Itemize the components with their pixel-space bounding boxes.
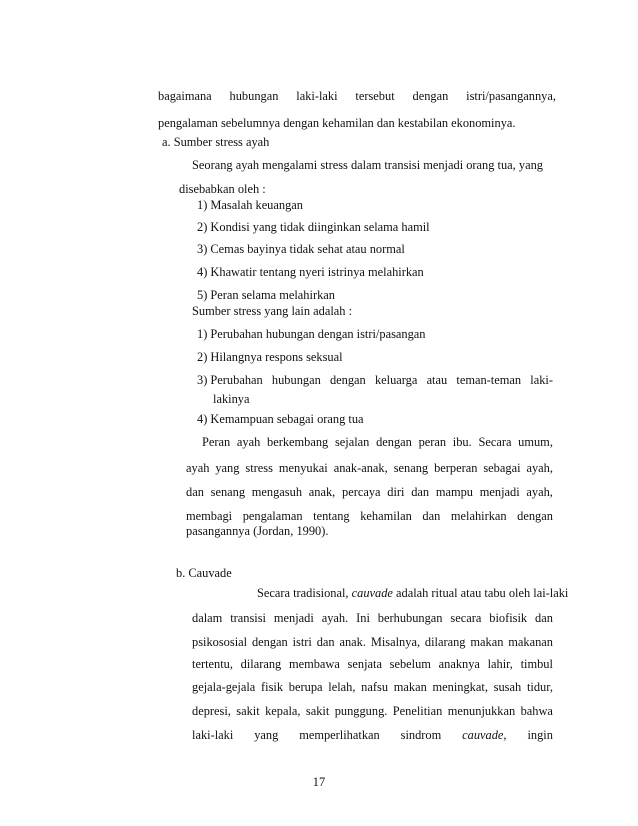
word: tentang bbox=[313, 509, 350, 523]
word: hubungan bbox=[271, 373, 321, 387]
word: Secara bbox=[478, 435, 512, 449]
section-b-text: adalah ritual atau tabu oleh lai-laki bbox=[392, 586, 569, 600]
word: dan bbox=[186, 485, 204, 499]
word: transisi bbox=[230, 611, 266, 625]
word: ayah bbox=[236, 435, 261, 449]
word: istri/pasangannya, bbox=[466, 89, 556, 103]
word: dilarang bbox=[240, 657, 282, 671]
word: anak-anak, bbox=[333, 461, 388, 475]
list1-item: 3) Cemas bayinya tidak sehat atau normal bbox=[197, 242, 405, 256]
word: dan bbox=[535, 611, 553, 625]
word: atau bbox=[426, 373, 448, 387]
word: dengan bbox=[412, 89, 449, 103]
word: makanan bbox=[508, 635, 553, 649]
word: ayah. bbox=[321, 611, 349, 625]
section-b-line bbox=[192, 679, 553, 695]
section-a-para3-line bbox=[186, 460, 553, 476]
word: Ini bbox=[356, 611, 370, 625]
list2-item: 1) Perubahan hubungan dengan istri/pasangan bbox=[197, 327, 426, 341]
section-a-para3-line bbox=[202, 434, 553, 450]
word: dengan bbox=[517, 509, 553, 523]
intro-line-2: pengalaman sebelumnya dengan kehamilan dan kestabilan ekonominya. bbox=[158, 116, 516, 130]
word: menunjukkan bbox=[447, 704, 516, 718]
word: susah bbox=[493, 680, 522, 694]
word: berupa bbox=[288, 680, 323, 694]
list2-item-continuation: lakinya bbox=[213, 392, 250, 406]
word: dan bbox=[316, 635, 335, 649]
word: gejala-gejala bbox=[192, 680, 256, 694]
section-a-para2: Sumber stress yang lain adalah : bbox=[192, 304, 353, 318]
list2-item: 4) Kemampuan sebagai orang tua bbox=[197, 412, 364, 426]
section-a-para3-line: pasangannya (Jordan, 1990). bbox=[186, 524, 329, 538]
word: yang bbox=[254, 728, 279, 742]
section-b-line bbox=[192, 727, 553, 743]
word: lelah, bbox=[328, 680, 356, 694]
word: umum, bbox=[518, 435, 553, 449]
word: peran bbox=[418, 435, 447, 449]
list1-item: 5) Peran selama melahirkan bbox=[197, 288, 335, 302]
word: depresi, bbox=[192, 704, 231, 718]
word: tidur, bbox=[526, 680, 553, 694]
section-a-para1-line1: Seorang ayah mengalami stress dalam transisi menjadi orang tua, yang bbox=[192, 158, 543, 172]
word: Misalnya, bbox=[370, 635, 421, 649]
section-a-para3-line bbox=[186, 508, 553, 524]
word: dan bbox=[411, 485, 430, 499]
word: menjadi bbox=[479, 485, 520, 499]
section-b-heading: b. Cauvade bbox=[176, 566, 232, 580]
word: istri bbox=[292, 635, 312, 649]
word: timbul bbox=[520, 657, 553, 671]
word: psikososial bbox=[192, 635, 248, 649]
cauvade-term: cauvade, bbox=[462, 728, 507, 742]
list1-item: 2) Kondisi yang tidak diinginkan selama hamil bbox=[197, 220, 430, 234]
word: anak, bbox=[308, 485, 336, 499]
word: yang bbox=[215, 461, 240, 475]
word: dengan bbox=[251, 635, 288, 649]
word: senjata bbox=[347, 657, 382, 671]
word: berperan bbox=[434, 461, 478, 475]
word: melahirkan bbox=[450, 509, 507, 523]
section-a-heading: a. Sumber stress ayah bbox=[162, 135, 270, 149]
section-a-para1-line2: disebabkan oleh : bbox=[179, 182, 266, 196]
list1-item: 4) Khawatir tentang nyeri istrinya melahirkan bbox=[197, 265, 424, 279]
word: secara bbox=[450, 611, 482, 625]
word: fisik bbox=[261, 680, 284, 694]
cauvade-term: cauvade bbox=[351, 586, 393, 600]
word: Peran bbox=[202, 435, 231, 449]
word: kehamilan bbox=[360, 509, 412, 523]
word: makan bbox=[393, 680, 427, 694]
word: menjadi bbox=[273, 611, 314, 625]
word: anak. bbox=[339, 635, 366, 649]
word: laki-laki bbox=[192, 728, 234, 742]
word: kepala, bbox=[265, 704, 301, 718]
section-b-line bbox=[192, 656, 553, 672]
word: dan bbox=[422, 509, 441, 523]
section-b-line bbox=[192, 610, 553, 626]
word: memperlihatkan bbox=[299, 728, 380, 742]
word: sindrom bbox=[400, 728, 442, 742]
word: mengasuh bbox=[251, 485, 303, 499]
word: laki- bbox=[530, 373, 553, 387]
list2-item: 2) Hilangnya respons seksual bbox=[197, 350, 343, 364]
word: bagaimana bbox=[158, 89, 212, 103]
intro-line-1 bbox=[158, 88, 556, 104]
word: berhubungan bbox=[377, 611, 443, 625]
word: meningkat, bbox=[432, 680, 488, 694]
word: teman-teman bbox=[456, 373, 522, 387]
word: ayah, bbox=[526, 461, 553, 475]
word: tersebut bbox=[355, 89, 395, 103]
section-b-line bbox=[257, 585, 568, 601]
word: lahir, bbox=[487, 657, 513, 671]
word: ibu. bbox=[452, 435, 472, 449]
word: hubungan bbox=[229, 89, 279, 103]
word: pengalaman bbox=[242, 509, 303, 523]
word: makan bbox=[470, 635, 504, 649]
word: tertentu, bbox=[192, 657, 233, 671]
section-b-line bbox=[192, 703, 553, 719]
word: mampu bbox=[435, 485, 473, 499]
word: nafsu bbox=[361, 680, 389, 694]
word: dalam bbox=[192, 611, 223, 625]
word: sebelum bbox=[389, 657, 431, 671]
word: Penelitian bbox=[392, 704, 443, 718]
word: biofisik bbox=[489, 611, 528, 625]
page-number: 17 bbox=[312, 775, 326, 789]
word: dilarang bbox=[424, 635, 466, 649]
word: diri bbox=[387, 485, 405, 499]
word: 3) Perubahan bbox=[197, 373, 263, 387]
word: senang bbox=[210, 485, 246, 499]
word: sakit bbox=[305, 704, 330, 718]
word: dengan bbox=[376, 435, 412, 449]
list1-item: 1) Masalah keuangan bbox=[197, 198, 303, 212]
word: ingin bbox=[527, 728, 553, 742]
word: laki-laki bbox=[296, 89, 338, 103]
word: menyukai bbox=[278, 461, 328, 475]
word: dengan bbox=[329, 373, 366, 387]
word: bahwa bbox=[520, 704, 553, 718]
word: membawa bbox=[288, 657, 340, 671]
word: berkembang bbox=[267, 435, 329, 449]
word: percaya bbox=[342, 485, 381, 499]
word: sakit bbox=[236, 704, 260, 718]
section-b-text: Secara tradisional, bbox=[257, 586, 352, 600]
section-b-line bbox=[192, 634, 553, 650]
word: membagi bbox=[186, 509, 233, 523]
word: senang bbox=[393, 461, 429, 475]
word: anaknya bbox=[438, 657, 480, 671]
word: stress bbox=[245, 461, 273, 475]
section-a-para3-line bbox=[186, 484, 553, 500]
word: ayah bbox=[186, 461, 210, 475]
word: keluarga bbox=[374, 373, 418, 387]
word: sejalan bbox=[334, 435, 370, 449]
word: sebagai bbox=[483, 461, 521, 475]
word: punggung. bbox=[334, 704, 388, 718]
list2-item bbox=[197, 372, 553, 388]
word: ayah, bbox=[526, 485, 553, 499]
